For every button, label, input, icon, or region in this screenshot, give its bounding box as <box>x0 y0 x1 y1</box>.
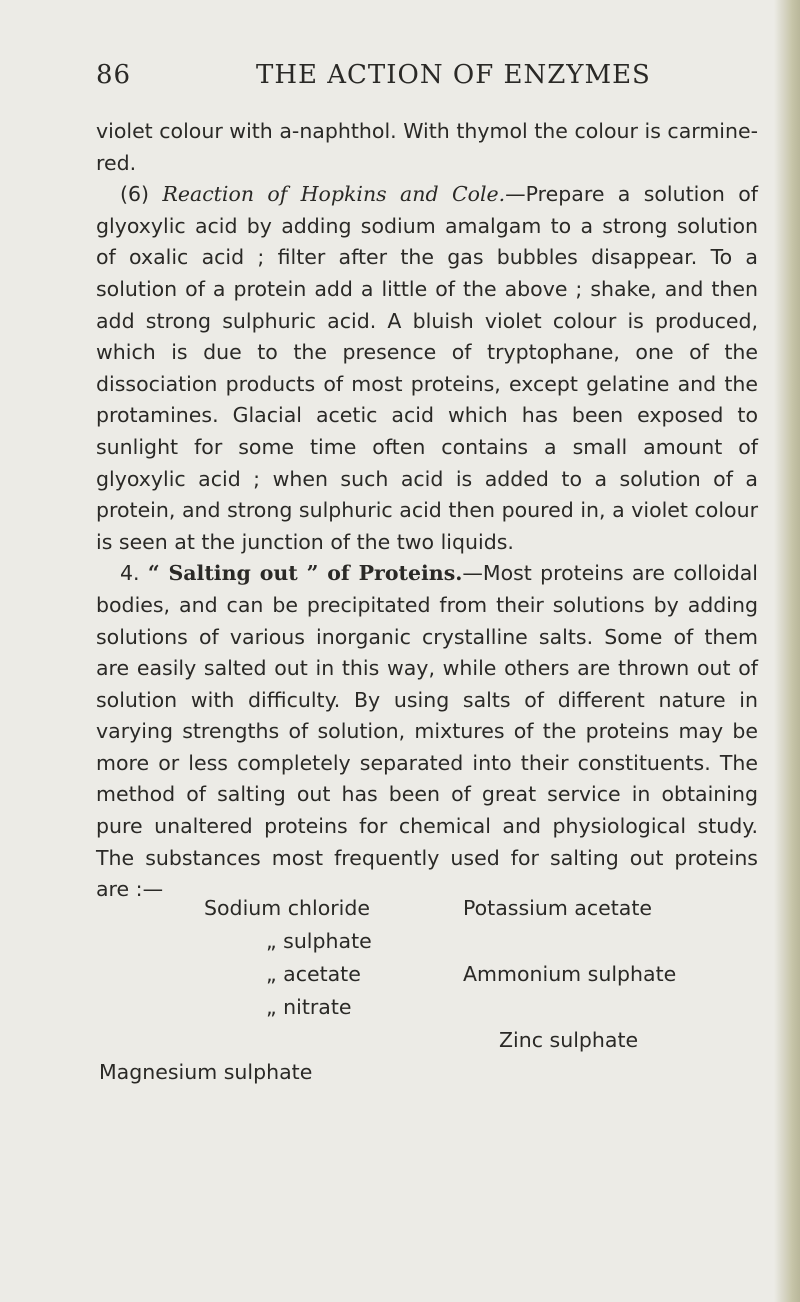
section-number: 4. <box>120 561 140 586</box>
salt-item: „ nitrate <box>266 995 352 1019</box>
salt-item: Sodium chloride <box>204 896 370 920</box>
salt-item: Magnesium sulphate <box>99 1060 313 1084</box>
paragraph-text: —Most proteins are colloidal bodies, and can be precipitated from their solutions by adding solutions of various inorganic crystalline salts. Some of them are easily salted out in this way, while others are thrown out of solution with difficulty. By using salts of different nature in varying strengths of solution, mixtures of the proteins may be more or less completely separated into their constituents. The method of salting out has been of great service in obtaining pure unaltered proteins for chemical and physiological study. The substances most frequently used for salting out proteins are :— <box>96 561 758 902</box>
salt-item: „ sulphate <box>266 929 372 953</box>
salts-list <box>96 896 756 1084</box>
salt-item: „ acetate <box>266 962 361 986</box>
page-number: 86 <box>96 60 132 90</box>
salt-item: Potassium acetate <box>463 896 653 920</box>
paragraph-label: (6) <box>120 182 150 207</box>
section-title-salting-out: “ Salting out ” of Proteins. <box>147 561 463 586</box>
page-header <box>96 60 696 100</box>
paragraph-hopkins-cole <box>96 179 758 558</box>
paragraph-salting-out <box>96 558 758 906</box>
section-title-hopkins-cole: Reaction of Hopkins and Cole. <box>162 182 506 207</box>
salt-item: Zinc sulphate <box>499 1028 639 1052</box>
body-text <box>96 116 758 906</box>
salt-item: Ammonium sulphate <box>463 962 677 986</box>
paragraph-continuation: violet colour with a-naphthol. With thymol the colour is carmine-red. <box>96 119 758 175</box>
paragraph-text: —Prepare a solution of glyoxylic acid by adding sodium amalgam to a strong solution of oxalic acid ; filter after the gas bubbles disappear. To a solution of a protein add a little of the above ; shake, and then add strong sulphuric acid. A bluish violet colour is produced, which is due to the presence of tryptophane, one of the dissociation products of most proteins, except gelatine and the protamines. Glacial acetic acid which has been exposed to sunlight for some time often contains a small amount of glyoxylic acid ; when such acid is added to a solution of a protein, and strong sulphuric acid then poured in, a violet colour is seen at the junction of the two liquids. <box>96 182 758 554</box>
running-title: THE ACTION OF ENZYMES <box>256 60 651 90</box>
page-edge <box>774 0 800 1302</box>
